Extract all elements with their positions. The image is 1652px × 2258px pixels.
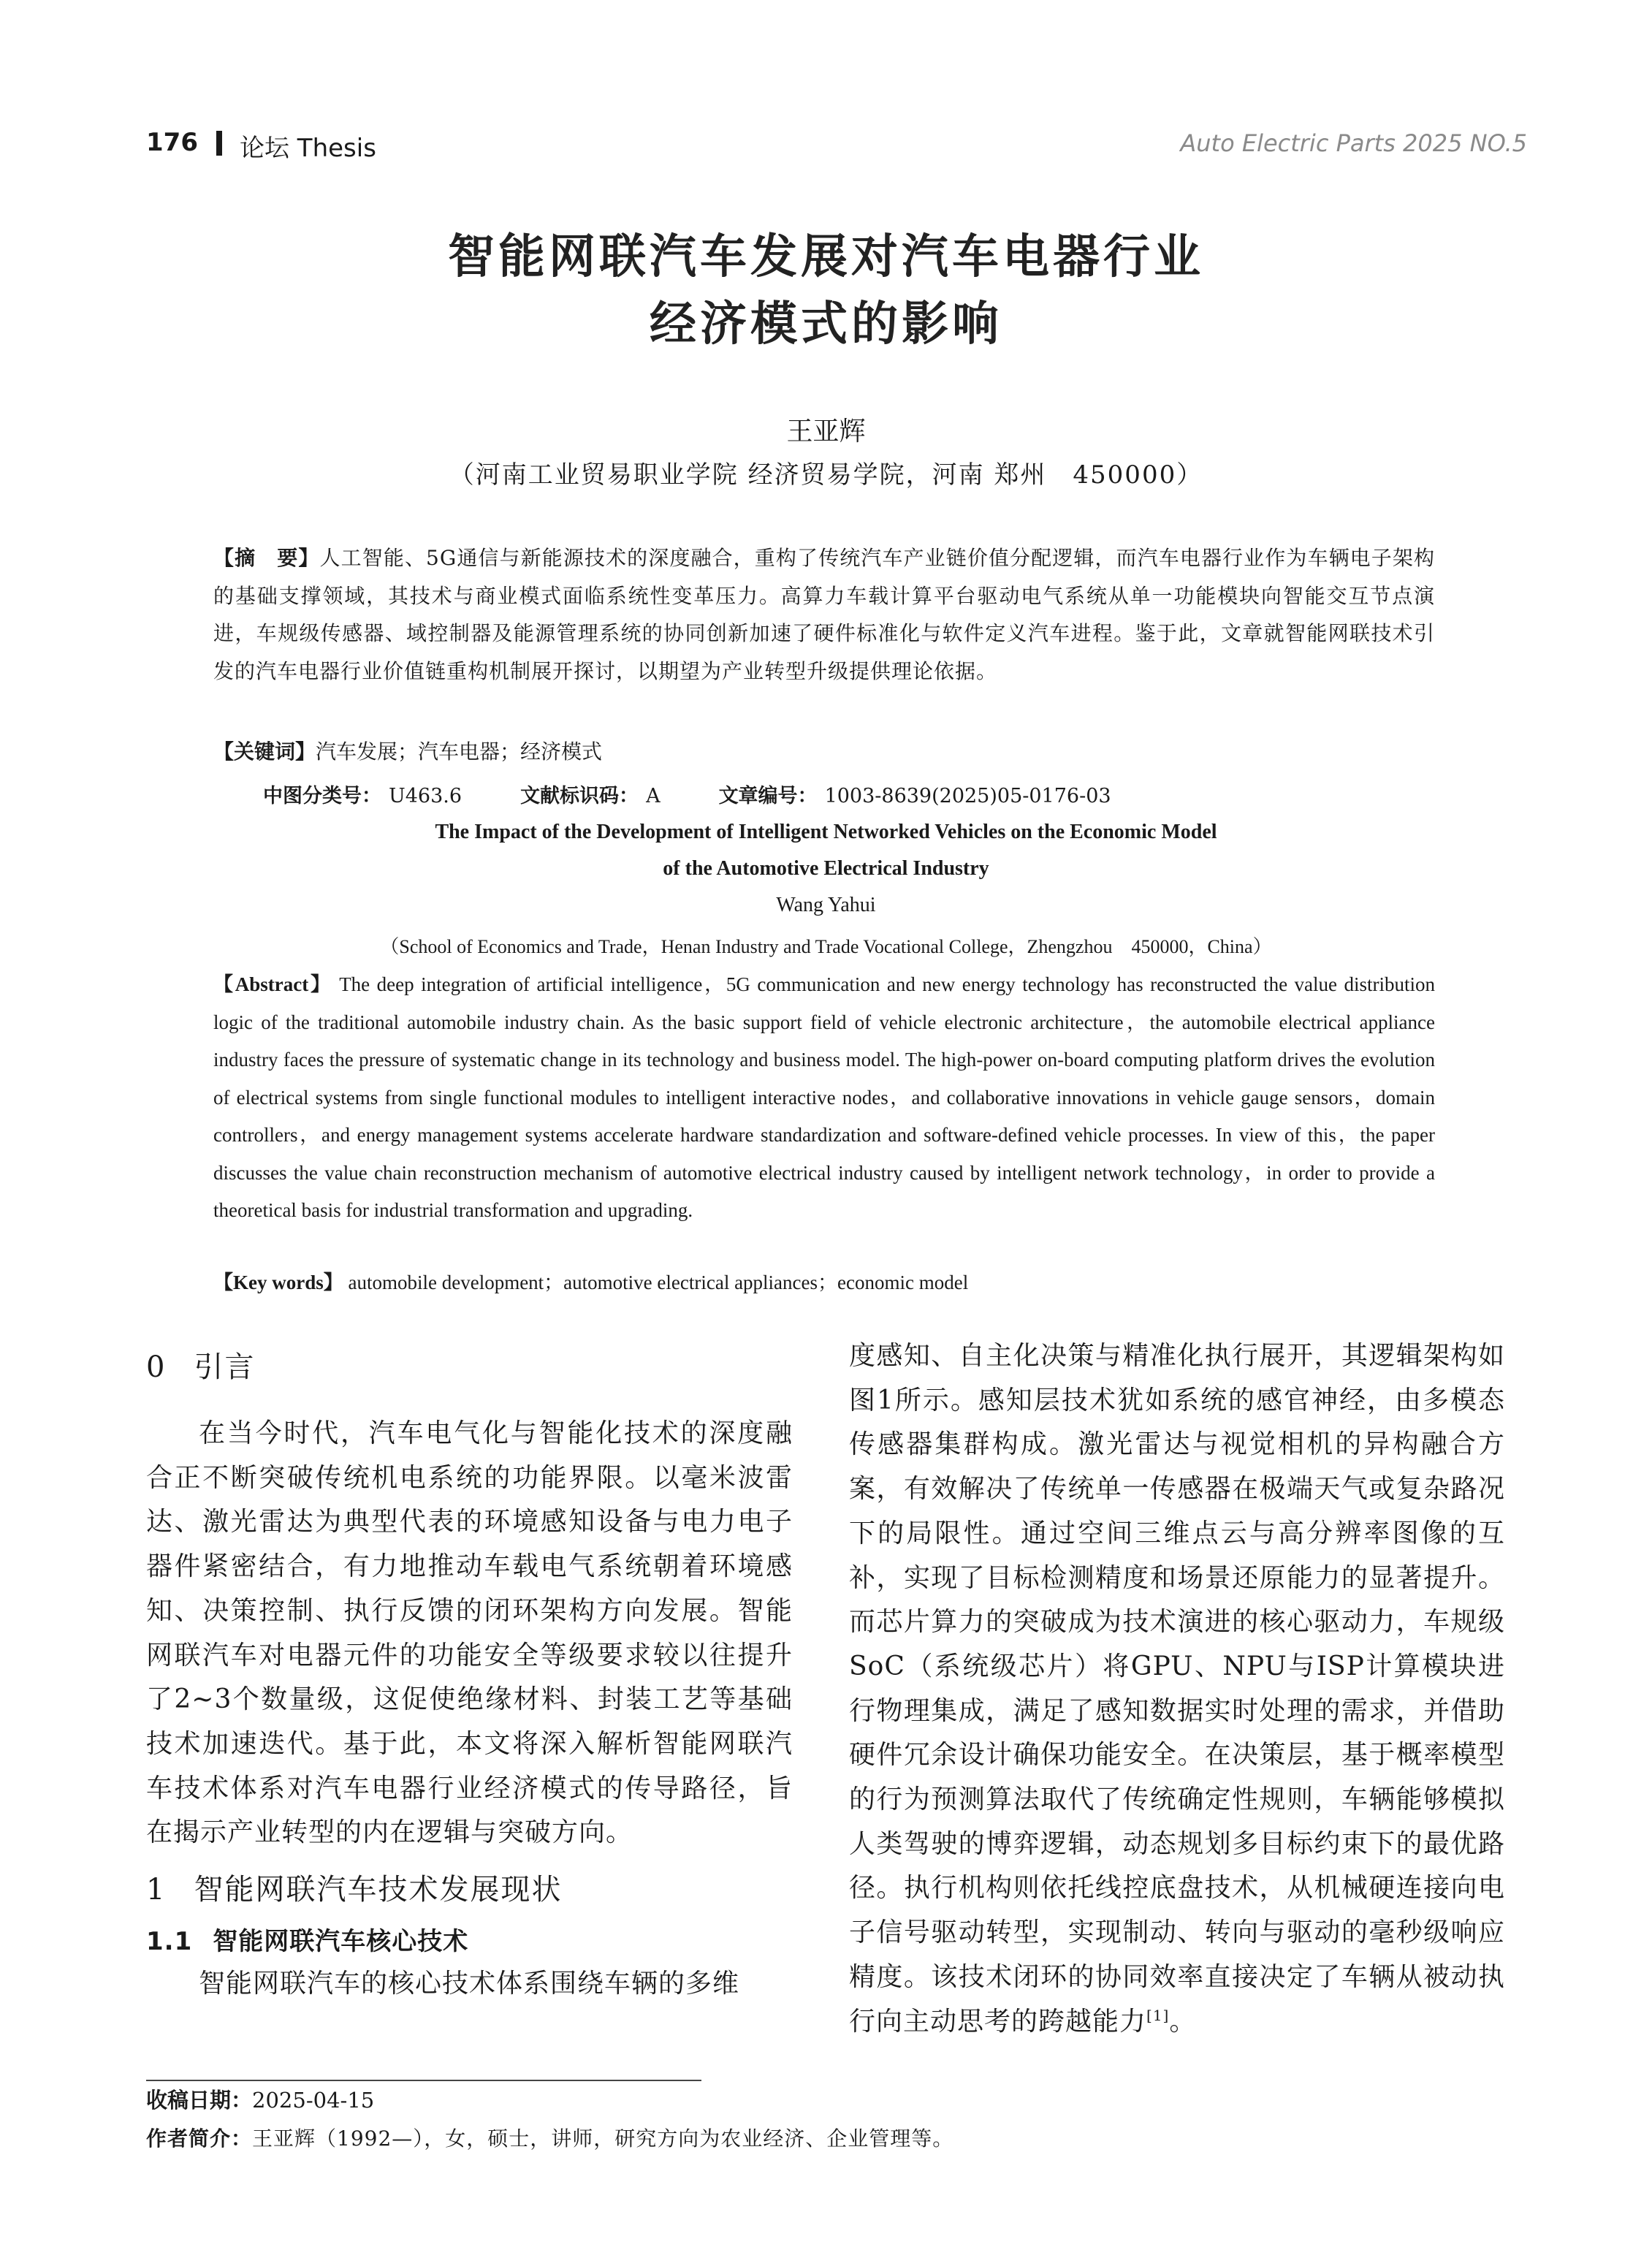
keywords-cn-label: 【关键词】 [213, 740, 316, 764]
section-number: 0 [146, 1350, 167, 1384]
section-label: 论坛 Thesis [240, 134, 376, 163]
received-value: 2025-04-15 [252, 2088, 375, 2113]
section-number: 1 [146, 1873, 167, 1907]
clc-label: 中图分类号： [263, 785, 381, 807]
author-bio-label: 作者简介： [146, 2126, 253, 2151]
article-title-line-1: 智能网联汽车发展对汽车电器行业 [448, 230, 1204, 284]
abstract-cn [213, 539, 1435, 690]
page-number: 176 [146, 128, 198, 157]
author-name-en: Wang Yahui [776, 894, 876, 916]
article-no-label: 文章编号： [718, 785, 818, 807]
clc-value: U463.6 [389, 785, 463, 807]
english-title-line-2: of the Automotive Electrical Industry [663, 857, 989, 880]
keywords-cn-text: 汽车发展；汽车电器；经济模式 [316, 740, 603, 764]
abstract-en-label: 【Abstract】 [213, 973, 332, 995]
author-bio-value: 王亚辉（1992—），女，硕士，讲师，研究方向为农业经济、企业管理等。 [252, 2126, 954, 2151]
section-title: 智能网联汽车技术发展现状 [194, 1873, 563, 1907]
subsection-paragraph-start: 智能网联汽车的核心技术体系围绕车辆的多维 [199, 1969, 740, 1999]
journal-name: Auto Electric Parts 2025 NO.5 [1180, 129, 1527, 157]
author-name-cn: 王亚辉 [786, 417, 866, 446]
doc-code-label: 文献标识码： [520, 785, 639, 807]
citation-ref[interactable]: [1] [1146, 2006, 1170, 2024]
affiliation-en: （School of Economics and Trade，Henan Industry and Trade Vocational College，Zhengzhou 450000，China） [380, 936, 1272, 957]
abstract-cn-label: 【摘 要】 [213, 546, 320, 570]
footnote-rule [146, 2080, 701, 2081]
abstract-en-text: The deep integration of artificial intelligence，5G communication and new energy technology has reconstructed the value distribution logic of the traditional automobile industry chain. As the basic support field of vehicle electronic architecture，the automobile electrical appliance industry faces the pressure of systematic change in its technology and business model. The high-power on-board computing platform drives the evolution of electrical systems from single functional modules to intelligent interactive nodes，and collaborative innovations in vehicle gauge sensors，domain controllers，and energy management systems accelerate hardware standardization and software-defined vehicle processes. In view of this，the paper discusses the value chain reconstruction mechanism of automotive electrical industry caused by intelligent network technology，in order to provide a theoretical basis for industrial transformation and upgrading. [213, 973, 1436, 1221]
received-date [146, 2084, 374, 2114]
header-divider-bar [216, 131, 222, 156]
running-header [146, 128, 1527, 166]
subsection-number: 1.1 [146, 1927, 193, 1957]
keywords-en-label: 【Key words】 [213, 1271, 343, 1293]
continued-paragraph-text: 度感知、自主化决策与精准化执行展开，其逻辑架构如图1所示。感知层技术犹如系统的感官神经，由多模态传感器集群构成。激光雷达与视觉相机的异构融合方案，有效解决了传统单一传感器在极端天气或复杂路况下的局限性。通过空间三维点云与高分辨率图像的互补，实现了目标检测精度和场景还原能力的显著提升。而芯片算力的突破成为技术演进的核心驱动力，车规级SoC（系统级芯片）将GPU、NPU与ISP计算模块进行物理集成，满足了感知数据实时处理的需求，并借助硬件冗余设计确保功能安全。在决策层，基于概率模型的行为预测算法取代了传统确定性规则，车辆能够模拟人类驾驶的博弈逻辑，动态规划多目标约束下的最优路径。执行机构则依托线控底盘技术，从机械硬连接向电子信号驱动转型，实现制动、转向与驱动的毫秒级响应精度。该技术闭环的协同效率直接决定了车辆从被动执行向主动思考的跨越能力 [849, 1341, 1505, 2037]
received-label: 收稿日期： [146, 2088, 253, 2113]
abstract-cn-text: 人工智能、5G通信与新能源技术的深度融合，重构了传统汽车产业链价值分配逻辑，而汽车电器行业作为车辆电子架构的基础支撑领域，其技术与商业模式面临系统性变革压力。高算力车载计算平台驱动电气系统从单一功能模块向智能交互节点演进，车规级传感器、域控制器及能源管理系统的协同创新加速了硬件标准化与软件定义汽车进程。鉴于此，文章就智能网联技术引发的汽车电器行业价值链重构机制展开探讨，以期望为产业转型升级提供理论依据。 [213, 546, 1435, 683]
english-title-line-1: The Impact of the Development of Intelligent Networked Vehicles on the Economic Model [435, 821, 1217, 843]
subsection-title: 智能网联汽车核心技术 [213, 1927, 469, 1957]
keywords-cn [213, 736, 1435, 765]
section-heading-0 [146, 1343, 793, 1391]
section-heading-1 [146, 1866, 793, 1914]
continued-paragraph [849, 1334, 1505, 2044]
affiliation-cn: （河南工业贸易职业学院 经济贸易学院，河南 郑州 450000） [449, 460, 1203, 490]
doc-code-value: A [646, 785, 661, 807]
classification-line [263, 780, 1119, 808]
section-title: 引言 [194, 1350, 256, 1384]
body-right-column [849, 1334, 1505, 2044]
subsection-heading-1-1 [146, 1921, 793, 1962]
keywords-en [213, 1266, 968, 1295]
intro-paragraph: 在当今时代，汽车电气化与智能化技术的深度融合正不断突破传统机电系统的功能界限。以毫米波雷达、激光雷达为典型代表的环境感知设备与电力电子器件紧密结合，有力地推动车载电气系统朝着环境感知、决策控制、执行反馈的闭环架构方向发展。智能网联汽车对电器元件的功能安全等级要求较以往提升了2~3个数量级，这促使绝缘材料、封装工艺等基础技术加速迭代。基于此，本文将深入解析智能网联汽车技术体系对汽车电器行业经济模式的传导路径，旨在揭示产业转型的内在逻辑与突破方向。 [146, 1418, 793, 1848]
keywords-en-text: automobile development；automotive electrical appliances；economic model [348, 1271, 969, 1293]
author-bio [146, 2123, 953, 2152]
body-left-column [146, 1343, 793, 2007]
article-no-value: 1003-8639(2025)05-0176-03 [824, 785, 1111, 807]
abstract-en [213, 966, 1435, 1230]
article-title-line-2: 经济模式的影响 [650, 297, 1002, 351]
paragraph-end-mark: 。 [1169, 2006, 1197, 2037]
